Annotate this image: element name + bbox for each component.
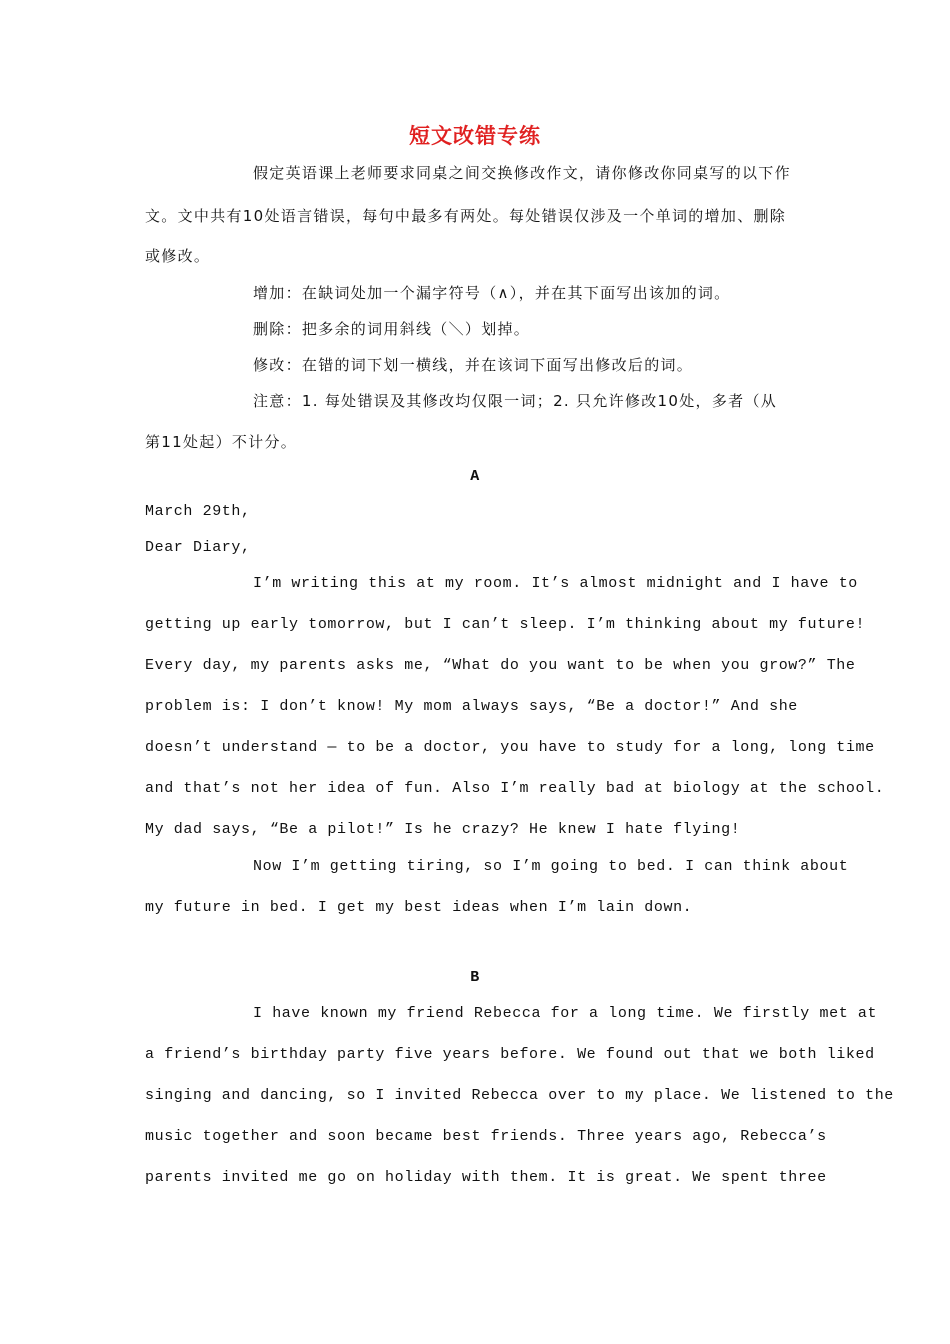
passage-a-line: I’m writing this at my room. It’s almost midnight and I have to bbox=[253, 575, 858, 592]
rule-delete: 删除：把多余的词用斜线（＼）划掉。 bbox=[253, 320, 531, 338]
note-line-1: 注意：1. 每处错误及其修改均仅限一词；2. 只允许修改10处，多者（从 bbox=[253, 392, 778, 410]
section-b-label: B bbox=[470, 969, 480, 986]
passage-a-line: Now I’m getting tiring, so I’m going to bed. I can think about bbox=[253, 858, 849, 875]
rule-add: 增加：在缺词处加一个漏字符号（∧），并在其下面写出该加的词。 bbox=[253, 284, 731, 302]
diary-date: March 29th, bbox=[145, 503, 251, 520]
instruction-line-2: 文。文中共有10处语言错误，每句中最多有两处。每处错误仅涉及一个单词的增加、删除 bbox=[145, 207, 787, 225]
instruction-line-1: 假定英语课上老师要求同桌之间交换修改作文，请你修改你同桌写的以下作 bbox=[253, 164, 791, 182]
page-title: 短文改错专练 bbox=[409, 123, 541, 148]
rule-modify: 修改：在错的词下划一横线，并在该词下面写出修改后的词。 bbox=[253, 356, 694, 374]
diary-greeting: Dear Diary, bbox=[145, 539, 251, 556]
note-line-2: 第11处起）不计分。 bbox=[145, 433, 298, 451]
passage-b-line: parents invited me go on holiday with them. It is great. We spent three bbox=[145, 1169, 827, 1186]
passage-a-line: my future in bed. I get my best ideas when I’m lain down. bbox=[145, 899, 693, 916]
passage-b-line: a friend’s birthday party five years before. We found out that we both liked bbox=[145, 1046, 875, 1063]
passage-b-line: music together and soon became best friends. Three years ago, Rebecca’s bbox=[145, 1128, 827, 1145]
instruction-line-3: 或修改。 bbox=[145, 247, 211, 265]
passage-a-line: Every day, my parents asks me, “What do you want to be when you grow?” The bbox=[145, 657, 856, 674]
passage-a-line: problem is: I don’t know! My mom always says, “Be a doctor!” And she bbox=[145, 698, 798, 715]
passage-b-line: singing and dancing, so I invited Rebecca over to my place. We listened to the bbox=[145, 1087, 894, 1104]
passage-a-line: doesn’t understand — to be a doctor, you have to study for a long, long time bbox=[145, 739, 875, 756]
passage-a-line: and that’s not her idea of fun. Also I’m really bad at biology at the school. bbox=[145, 780, 885, 797]
passage-a-line: My dad says, “Be a pilot!” Is he crazy? He knew I hate flying! bbox=[145, 821, 741, 838]
passage-b-line: I have known my friend Rebecca for a long time. We firstly met at bbox=[253, 1005, 878, 1022]
passage-a-line: getting up early tomorrow, but I can’t sleep. I’m thinking about my future! bbox=[145, 616, 866, 633]
section-a-label: A bbox=[470, 468, 480, 485]
